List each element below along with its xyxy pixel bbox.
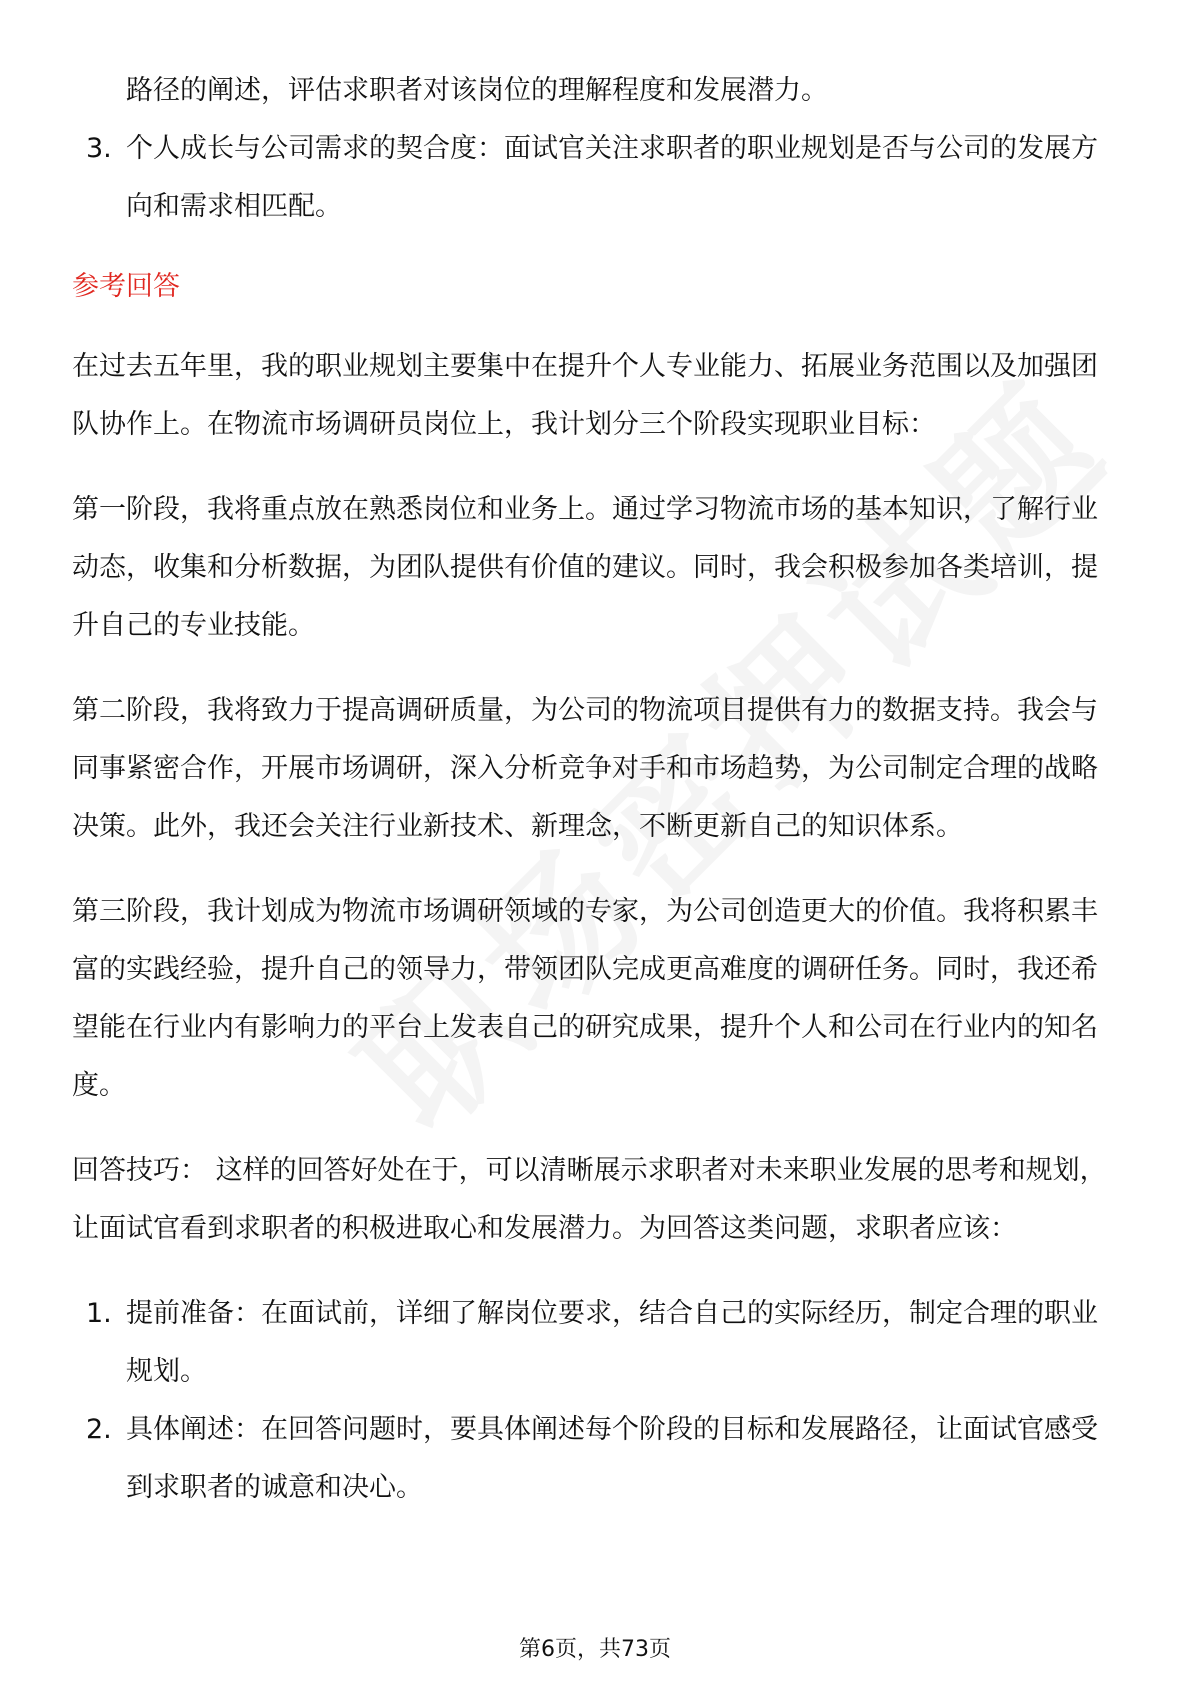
section-title-reference-answer: 参考回答: [72, 271, 180, 302]
list-item-text: 具体阐述：在回答问题时，要具体阐述每个阶段的目标和发展路径，让面试官感受到求职者的诚意和决心。: [126, 1414, 1098, 1503]
list-item-text: 提前准备：在面试前，详细了解岗位要求，结合自己的实际经历，制定合理的职业规划。: [126, 1298, 1098, 1387]
list-item: [72, 1285, 1117, 1401]
paragraph-stage-two: 第二阶段，我将致力于提高调研质量，为公司的物流项目提供有力的数据支持。我会与同事紧密合作，开展市场调研，深入分析竞争对手和市场趋势，为公司制定合理的战略决策。此外，我还会关注行业新技术、新理念，不断更新自己的知识体系。: [72, 695, 1098, 842]
list-number: 3.: [86, 133, 112, 164]
list-item-continuation: [72, 62, 1117, 120]
list-item-3: [72, 120, 1117, 236]
page-content: [72, 62, 1117, 1517]
list-item-text: 个人成长与公司需求的契合度：面试官关注求职者的职业规划是否与公司的发展方向和需求相匹配。: [126, 133, 1098, 222]
list-number: 2.: [86, 1414, 112, 1445]
paragraph-stage-one: 第一阶段，我将重点放在熟悉岗位和业务上。通过学习物流市场的基本知识，了解行业动态，收集和分析数据，为团队提供有价值的建议。同时，我会积极参加各类培训，提升自己的专业技能。: [72, 494, 1098, 641]
list-number: 1.: [86, 1298, 112, 1329]
list-item: [72, 1401, 1117, 1517]
paragraph-stage-three: 第三阶段，我计划成为物流市场调研领域的专家，为公司创造更大的价值。我将积累丰富的实践经验，提升自己的领导力，带领团队完成更高难度的调研任务。同时，我还希望能在行业内有影响力的平台上发表自己的研究成果，提升个人和公司在行业内的知名度。: [72, 896, 1098, 1101]
page-footer: 第6页，共73页: [519, 1637, 671, 1662]
tips-list: [72, 1285, 1117, 1517]
list-item-text: 路径的阐述，评估求职者对该岗位的理解程度和发展潜力。: [126, 75, 828, 106]
paragraph-intro: 在过去五年里，我的职业规划主要集中在提升个人专业能力、拓展业务范围以及加强团队协作上。在物流市场调研员岗位上，我计划分三个阶段实现职业目标：: [72, 351, 1098, 440]
paragraph-answer-tips: 回答技巧： 这样的回答好处在于，可以清晰展示求职者对未来职业发展的思考和规划，让面试官看到求职者的积极进取心和发展潜力。为回答这类问题，求职者应该：: [72, 1155, 1107, 1244]
